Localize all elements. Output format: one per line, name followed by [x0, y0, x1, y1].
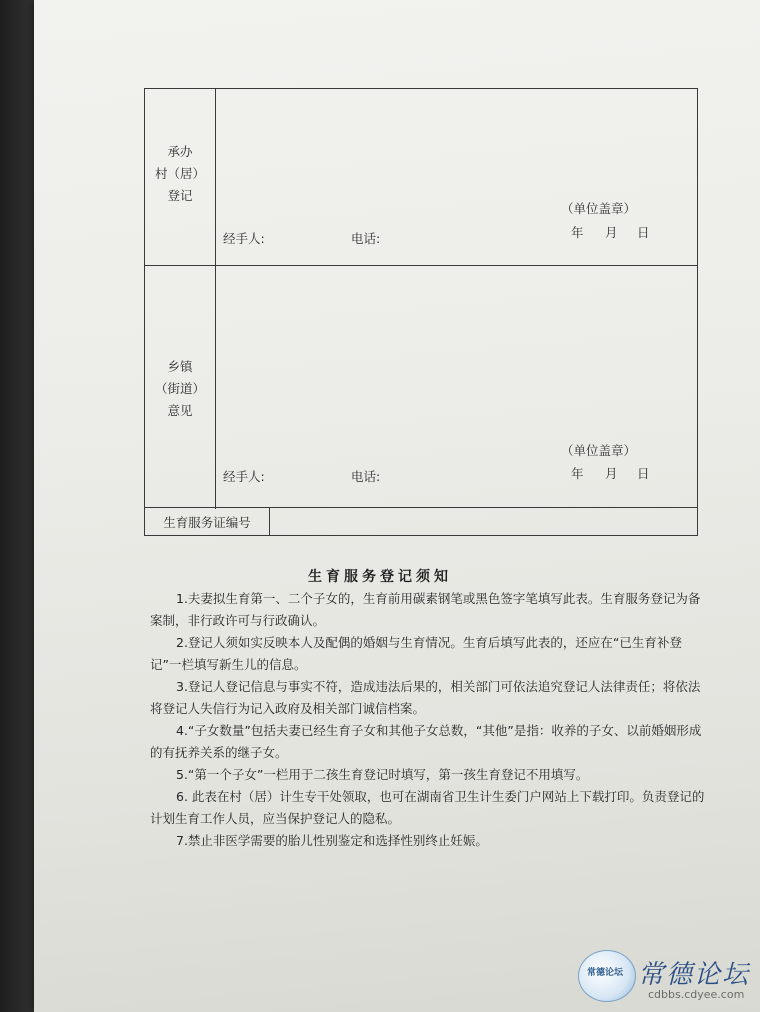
forum-watermark: [578, 950, 758, 1010]
label-line: 乡镇: [167, 359, 193, 374]
date-day: 日: [637, 225, 650, 240]
township-opinion-label: [145, 349, 215, 429]
table-divider-cert: [269, 508, 270, 536]
table-divider-row1: [145, 265, 697, 266]
seal-label: （单位盖章）: [561, 443, 637, 458]
cert-number-label: 生育服务证编号: [163, 515, 251, 530]
notice-item: 4.“子女数量”包括夫妻已经生育子女和其他子女总数，“其他”是指：收养的子女、以前婚姻形成的有抚养关系的继子女。: [150, 723, 702, 760]
date-year: 年: [571, 225, 584, 240]
date-day: 日: [637, 466, 650, 481]
notice-item: 3.登记人登记信息与事实不符，造成违法后果的，相关部门可依法追究登记人法律责任；将依法将登记人失信行为记入政府及相关部门诚信档案。: [150, 679, 701, 716]
notice-body: [150, 588, 710, 852]
forum-url: cdbbs.cdyee.com: [648, 988, 745, 1001]
seal-label: （单位盖章）: [561, 201, 637, 216]
label-line: （街道）: [154, 381, 205, 396]
handler-label: 经手人:: [223, 231, 265, 246]
phone-label: 电话:: [351, 231, 381, 246]
registration-form-table: [144, 88, 698, 536]
table-divider-vertical: [215, 89, 216, 509]
notice-item: 2.登记人须如实反映本人及配偶的婚姻与生育情况。生育后填写此表的，还应在“已生育补登记”一栏填写新生儿的信息。: [150, 635, 682, 672]
label-line: 村（居）: [154, 166, 205, 181]
label-line: 登记: [167, 188, 193, 203]
date-month: 月: [605, 466, 618, 481]
label-line: 承办: [167, 144, 193, 159]
notice-item: 6. 此表在村（居）计生专干处领取，也可在湖南省卫生计生委门户网站上下载打印。负责登记的计划生育工作人员，应当保护登记人的隐私。: [150, 789, 705, 826]
notice-item: 5.“第一个子女”一栏用于二孩生育登记时填写，第一孩生育登记不用填写。: [176, 767, 589, 782]
handler-label: 经手人:: [223, 469, 265, 484]
notice-item: 7.禁止非医学需要的胎儿性别鉴定和选择性别终止妊娠。: [176, 833, 488, 848]
forum-name: 常德论坛: [638, 960, 751, 990]
label-line: 意见: [167, 403, 193, 418]
notice-title: 生育服务登记须知: [308, 569, 452, 585]
date-month: 月: [605, 225, 618, 240]
logo-circle-text: 常德论坛: [587, 968, 624, 978]
notice-item: 1.夫妻拟生育第一、二个子女的，生育前用碳素钢笔或黑色签字笔填写此表。生育服务登记为备案制，非行政许可与行政确认。: [150, 591, 701, 628]
phone-label: 电话:: [351, 469, 381, 484]
forum-logo-icon: [578, 950, 636, 1002]
date-year: 年: [571, 466, 584, 481]
village-registration-label: [145, 129, 215, 219]
